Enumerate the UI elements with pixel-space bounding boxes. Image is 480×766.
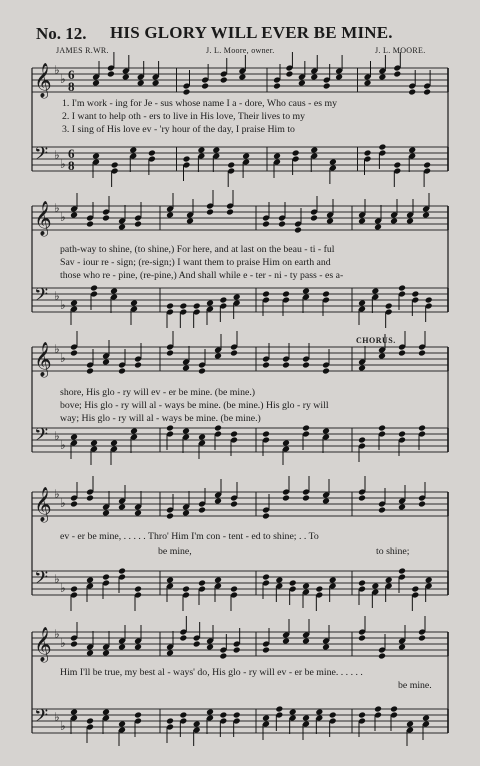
flat-icon: ♭ xyxy=(60,351,66,365)
note-chord xyxy=(289,580,297,605)
lyric-line: 3. I sing of His love ev - 'ry hour of the day, I praise Him to xyxy=(62,124,295,135)
treble-clef-icon: 𝄞 xyxy=(34,342,52,377)
note-chord xyxy=(86,718,94,743)
flat-icon: ♭ xyxy=(54,289,60,303)
note-chord xyxy=(198,580,206,605)
hymn-number: No. 12. xyxy=(36,24,87,43)
flat-icon: ♭ xyxy=(54,201,60,215)
flat-icon: ♭ xyxy=(54,710,60,724)
flat-icon: ♭ xyxy=(54,627,60,641)
note-chord xyxy=(393,52,401,77)
lyric-line: Sav - iour re - sign; (re-sign;) I want them to praise Him on earth and xyxy=(60,257,331,268)
note-chord xyxy=(358,437,366,462)
note-chord xyxy=(227,162,235,187)
note-chord xyxy=(107,52,115,77)
note-chord xyxy=(86,476,94,501)
note-chord xyxy=(166,718,174,743)
lyric-line: be mine. xyxy=(398,680,432,691)
lyric-line: 2. I want to help oth - ers to live in His love, Their lives to my xyxy=(62,111,306,122)
treble-clef-icon: 𝄞 xyxy=(34,627,52,662)
treble-clef-icon: 𝄞 xyxy=(34,201,52,236)
note-chord xyxy=(358,616,366,641)
hymn-title: HIS GLORY WILL EVER BE MINE. xyxy=(110,23,393,42)
bass-clef-icon: 𝄢 xyxy=(34,144,49,169)
note-chord xyxy=(423,162,431,187)
note-chord xyxy=(206,190,214,215)
music-system xyxy=(32,331,448,465)
time-signature: 6 xyxy=(68,67,75,82)
note-chord xyxy=(302,476,310,501)
flat-icon: ♭ xyxy=(54,63,60,77)
note-chord xyxy=(111,162,119,187)
flat-icon: ♭ xyxy=(60,581,66,595)
bass-clef-icon: 𝄢 xyxy=(34,706,49,731)
note-chord xyxy=(70,586,78,611)
note-chord xyxy=(310,196,318,221)
note-chord xyxy=(393,162,401,187)
bass-staff xyxy=(32,568,448,611)
note-chord xyxy=(134,586,142,611)
flat-icon: ♭ xyxy=(60,210,66,224)
note-chord xyxy=(418,482,426,507)
treble-staff xyxy=(32,476,448,523)
flat-icon: ♭ xyxy=(60,636,66,650)
note-chord xyxy=(358,476,366,501)
note-chord xyxy=(230,586,238,611)
flat-icon: ♭ xyxy=(60,157,66,171)
flat-icon: ♭ xyxy=(60,298,66,312)
flat-icon: ♭ xyxy=(60,719,66,733)
lyric-line: to shine; xyxy=(376,546,410,557)
note-chord xyxy=(166,331,174,356)
note-chord xyxy=(220,58,228,83)
bass-staff xyxy=(32,706,448,746)
note-chord xyxy=(230,331,238,356)
note-chord xyxy=(418,331,426,356)
lyricist-credit: JAMES R.WR. xyxy=(56,46,109,55)
time-signature: 8 xyxy=(68,158,75,173)
note-chord xyxy=(425,297,433,322)
note-chord xyxy=(315,586,323,611)
note-chord xyxy=(166,303,174,328)
note-chord xyxy=(179,303,187,328)
note-chord xyxy=(102,196,110,221)
lyric-line: shore, His glo - ry will ev - er be mine. (be mine.) xyxy=(60,387,256,398)
flat-icon: ♭ xyxy=(54,572,60,586)
bass-staff xyxy=(32,144,448,187)
note-chord xyxy=(193,303,201,328)
music-system xyxy=(32,616,448,746)
flat-icon: ♭ xyxy=(54,342,60,356)
lyric-line: bove; His glo - ry will al - ways be mine. (be mine.) His glo - ry will xyxy=(60,400,329,411)
flat-icon: ♭ xyxy=(60,496,66,510)
copyright-credit: J. L. Moore, owner. xyxy=(206,46,275,55)
treble-staff xyxy=(32,616,448,663)
note-chord xyxy=(193,622,201,647)
lyric-line: those who re - pine, (re-pine,) And shall while e - ter - ni - ty pass - es a- xyxy=(60,270,344,281)
note-chord xyxy=(179,616,187,641)
chorus-label: CHORUS. xyxy=(356,336,396,345)
note-chord xyxy=(183,156,191,181)
note-chord xyxy=(358,580,366,605)
treble-clef-icon: 𝄞 xyxy=(34,487,52,522)
treble-clef-icon: 𝄞 xyxy=(34,63,52,98)
flat-icon: ♭ xyxy=(54,429,60,443)
note-chord xyxy=(70,482,78,507)
bass-clef-icon: 𝄢 xyxy=(34,425,49,450)
note-chord xyxy=(398,331,406,356)
lyric-line: path-way to shine, (to shine,) For here, and at last on the beau - ti - ful xyxy=(60,244,335,255)
note-chord xyxy=(70,331,78,356)
lyric-line: be mine, xyxy=(158,546,192,557)
note-chord xyxy=(226,190,234,215)
note-chord xyxy=(285,52,293,77)
note-chord xyxy=(219,297,227,322)
flat-icon: ♭ xyxy=(60,438,66,452)
time-signature: 8 xyxy=(68,79,75,94)
note-chord xyxy=(385,303,393,328)
note-chord xyxy=(411,586,419,611)
note-chord xyxy=(70,622,78,647)
note-chord xyxy=(282,476,290,501)
note-chord xyxy=(230,482,238,507)
lyric-line: way; His glo - ry will al - ways be mine. (be mine.) xyxy=(60,413,261,424)
treble-staff xyxy=(32,52,448,99)
lyric-line: Him I'll be true, my best al - ways' do, His glo - ry will ev - er be mine. . . . . . xyxy=(60,667,363,678)
lyric-line: 1. I'm work - ing for Je - sus whose name I a - dore, Who caus - es my xyxy=(62,98,338,109)
flat-icon: ♭ xyxy=(60,72,66,86)
flat-icon: ♭ xyxy=(54,487,60,501)
music-system xyxy=(32,476,448,611)
note-chord xyxy=(418,616,426,641)
bass-staff xyxy=(32,425,448,465)
treble-staff xyxy=(32,190,448,237)
bass-staff xyxy=(32,285,448,328)
composer-credit: J. L. MOORE. xyxy=(375,46,426,55)
time-signature: 6 xyxy=(68,146,75,161)
bass-clef-icon: 𝄢 xyxy=(34,568,49,593)
note-chord xyxy=(182,586,190,611)
lyric-line: ev - er be mine, . . . . . Thro' Him I'm con - tent - ed to shine; . . To xyxy=(60,531,319,542)
bass-clef-icon: 𝄢 xyxy=(34,285,49,310)
flat-icon: ♭ xyxy=(54,148,60,162)
